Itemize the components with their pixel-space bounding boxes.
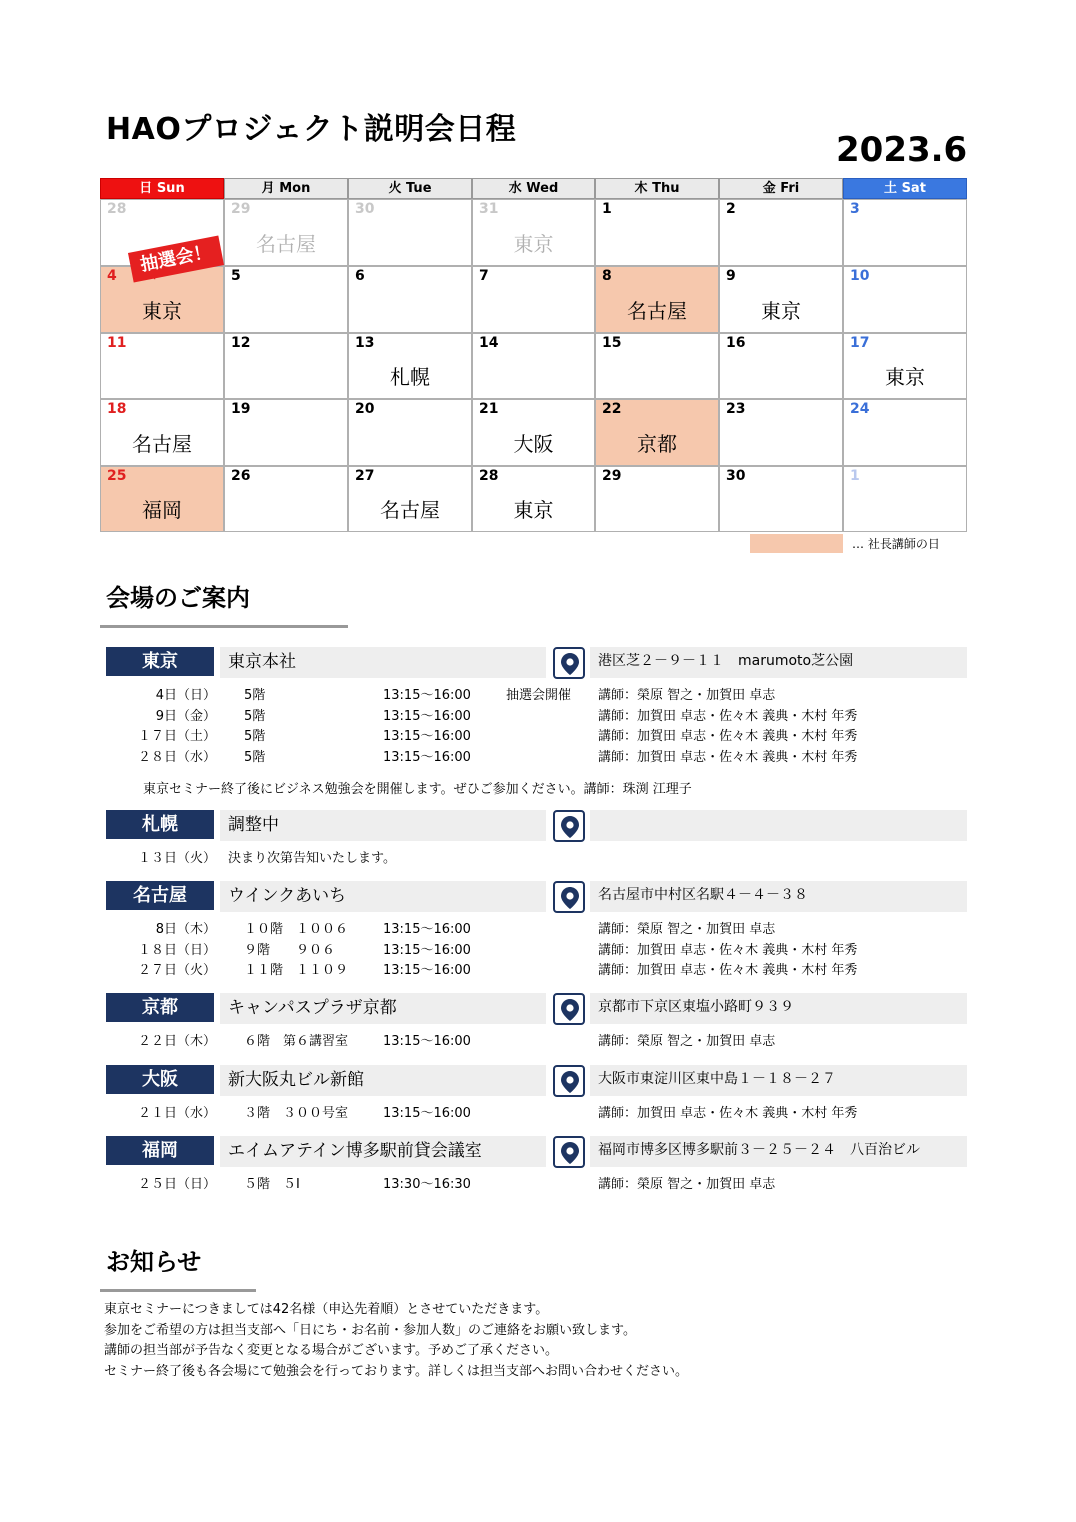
day-number: 7 — [479, 268, 489, 284]
venue-header — [106, 1136, 967, 1167]
day-city: 東京 — [142, 299, 182, 323]
venue-name: キャンパスプラザ京都 — [220, 993, 546, 1024]
day-number: 29 — [602, 468, 622, 484]
session-floor: 5階 — [244, 688, 266, 703]
session-lecturer: 講師：加賀田 卓志・佐々木 義典・木村 年秀 — [598, 963, 858, 978]
day-number: 14 — [479, 335, 499, 351]
session-date: ２１日（水） — [137, 1106, 216, 1121]
session-time: 13:15～16:00 — [383, 942, 471, 958]
session-time: 13:15～16:00 — [383, 749, 471, 765]
session-date: ２８日（水） — [137, 749, 216, 765]
session-floor: ６階 第６講習室 — [244, 1034, 349, 1049]
session-date: ２２日（木） — [137, 1034, 216, 1049]
venue-city: 福岡 — [106, 1136, 214, 1165]
calendar-day-cell — [472, 333, 595, 399]
day-number: 17 — [850, 335, 870, 351]
venue-header — [106, 1065, 967, 1096]
session-date: ２５日（日） — [137, 1177, 216, 1192]
venue-city: 名古屋 — [106, 881, 214, 910]
calendar-day-cell — [595, 266, 719, 333]
day-number: 20 — [355, 401, 375, 417]
weekday-header: 金 Fri — [719, 178, 843, 199]
day-number: 5 — [231, 268, 241, 284]
session-row — [0, 849, 1076, 869]
notice-item: セミナー終了後も各会場にて勉強会を行っております。詳しくは担当支部へお問い合わせください。 — [104, 1363, 688, 1379]
calendar-day-cell — [595, 199, 719, 266]
day-number: 30 — [726, 468, 746, 484]
page-title: HAOプロジェクト説明会日程 — [106, 112, 517, 147]
map-pin-icon — [553, 810, 585, 842]
session-lecturer: 講師：加賀田 卓志・佐々木 義典・木村 年秀 — [598, 729, 858, 744]
day-city: 名古屋 — [380, 498, 440, 522]
day-city: 東京 — [513, 232, 554, 256]
day-city: 東京 — [885, 365, 925, 389]
calendar-day-cell — [843, 399, 967, 466]
day-number: 1 — [850, 468, 860, 484]
session-time: 13:30～16:30 — [383, 1177, 471, 1192]
calendar-day-cell — [100, 399, 224, 466]
calendar-day-cell — [843, 333, 967, 399]
calendar-day-cell — [224, 266, 348, 333]
calendar-day-cell — [348, 333, 472, 399]
session-time: 13:15～16:00 — [383, 688, 471, 703]
session-row — [0, 727, 1076, 747]
day-number: 25 — [107, 468, 127, 484]
venue-name: エイムアテイン博多駅前貸会議室 — [220, 1136, 546, 1167]
venue-address: 港区芝２－９－１１ marumoto芝公園 — [590, 647, 967, 678]
calendar-day-cell — [843, 466, 967, 532]
venue-city: 札幌 — [106, 810, 214, 839]
session-lecturer: 講師：加賀田 卓志・佐々木 義典・木村 年秀 — [598, 708, 858, 724]
calendar-day-cell — [348, 399, 472, 466]
calendar-day-cell — [843, 266, 967, 333]
day-city: 名古屋 — [627, 299, 687, 323]
day-number: 16 — [726, 335, 746, 351]
day-number: 9 — [726, 268, 736, 284]
day-number: 28 — [479, 468, 499, 484]
venue-address: 名古屋市中村区名駅４－４－３８ — [590, 881, 967, 912]
session-time: 13:15～16:00 — [383, 963, 471, 978]
session-lecturer: 講師：加賀田 卓志・佐々木 義典・木村 年秀 — [598, 1106, 858, 1121]
calendar-day-cell — [595, 333, 719, 399]
day-city: 京都 — [637, 432, 677, 456]
venues-heading-underline — [100, 625, 348, 628]
day-number: 29 — [231, 201, 251, 217]
venue-name: 新大阪丸ビル新館 — [220, 1065, 546, 1096]
calendar-day-cell — [719, 466, 843, 532]
calendar-day-cell — [595, 399, 719, 466]
session-lecturer: 講師：榮原 智之・加賀田 卓志 — [598, 1177, 776, 1192]
session-time: 13:15～16:00 — [383, 1034, 471, 1049]
session-time: 13:15～16:00 — [383, 1106, 471, 1121]
calendar-day-cell — [719, 266, 843, 333]
day-number: 10 — [850, 268, 870, 284]
session-date: 4日（日） — [155, 688, 216, 703]
day-number: 15 — [602, 335, 622, 351]
venue-city: 京都 — [106, 993, 214, 1022]
session-lecturer: 講師：榮原 智之・加賀田 卓志 — [598, 1034, 776, 1049]
calendar-day-cell — [224, 466, 348, 532]
session-note: 抽選会開催 — [506, 688, 572, 703]
session-row — [0, 1104, 1076, 1124]
weekday-header: 日 Sun — [100, 178, 224, 199]
venue-extra-note: 東京セミナー終了後にビジネス勉強会を開催します。ぜひご参加ください。講師：珠渕 江理子 — [143, 782, 692, 797]
calendar-day-cell — [224, 199, 348, 266]
notice-item: 講師の担当部が予告なく変更となる場合がございます。予めご了承ください。 — [104, 1343, 558, 1358]
venue-city: 大阪 — [106, 1065, 214, 1094]
calendar-day-cell — [719, 399, 843, 466]
calendar-day-cell — [224, 399, 348, 466]
venue-city: 東京 — [106, 647, 214, 676]
session-row — [0, 920, 1076, 940]
map-pin-icon — [553, 993, 585, 1025]
session-date: 8日（木） — [155, 922, 216, 937]
session-floor: １１階 １１０９ — [244, 963, 349, 978]
session-row — [0, 1175, 1076, 1195]
calendar-day-cell — [472, 266, 595, 333]
calendar-day-cell — [472, 466, 595, 532]
notice-item: 参加をご希望の方は担当支部へ「日にち・お名前・参加人数」のご連絡をお願い致します。 — [104, 1322, 636, 1338]
venue-address: 大阪市東淀川区東中島１－１８－２７ — [590, 1065, 967, 1096]
session-date: ２７日（火） — [137, 963, 216, 978]
calendar — [100, 178, 967, 532]
day-number: 1 — [602, 201, 612, 217]
day-city: 東京 — [761, 299, 801, 323]
day-city: 大阪 — [513, 432, 554, 456]
weekday-header: 木 Thu — [595, 178, 719, 199]
day-city: 名古屋 — [132, 432, 192, 456]
month-label: 2023.6 — [836, 130, 968, 170]
session-row — [0, 686, 1076, 706]
day-number: 28 — [107, 201, 127, 217]
venue-header — [106, 993, 967, 1024]
session-floor: 5階 — [244, 708, 266, 724]
weekday-header: 月 Mon — [224, 178, 348, 199]
calendar-day-cell — [100, 333, 224, 399]
day-city: 福岡 — [142, 498, 182, 522]
calendar-day-cell — [843, 199, 967, 266]
calendar-day-cell — [224, 333, 348, 399]
day-city: 札幌 — [390, 365, 430, 389]
day-number: 30 — [355, 201, 375, 217]
calendar-day-cell — [472, 399, 595, 466]
session-date: １８日（日） — [137, 942, 216, 958]
notice-heading-underline — [100, 1289, 256, 1292]
day-number: 27 — [355, 468, 375, 484]
session-floor: 決まり次第告知いたします。 — [228, 851, 396, 866]
session-floor: 5階 — [244, 729, 266, 744]
day-number: 26 — [231, 468, 251, 484]
venue-name: 調整中 — [220, 810, 546, 841]
session-row — [0, 707, 1076, 727]
session-row — [0, 961, 1076, 981]
session-time: 13:15～16:00 — [383, 708, 471, 724]
notice-item: 東京セミナーにつきましては42名様（申込先着順）とさせていただきます。 — [104, 1302, 549, 1317]
legend-label: … 社長講師の日 — [852, 537, 940, 551]
venue-name: 東京本社 — [220, 647, 546, 678]
day-number: 8 — [602, 268, 612, 284]
weekday-header: 土 Sat — [843, 178, 967, 199]
session-floor: ５階 ５I — [244, 1177, 300, 1192]
day-number: 2 — [726, 201, 736, 217]
calendar-day-cell — [719, 333, 843, 399]
venues-heading: 会場のご案内 — [106, 584, 250, 612]
calendar-day-cell — [472, 199, 595, 266]
venue-name: ウインクあいち — [220, 881, 546, 912]
weekday-header: 水 Wed — [472, 178, 595, 199]
venue-address — [590, 810, 967, 841]
day-number: 4 — [107, 268, 117, 284]
venue-header — [106, 647, 967, 678]
lottery-badge: 抽選会！ — [128, 235, 224, 282]
day-number: 6 — [355, 268, 365, 284]
calendar-day-cell — [100, 466, 224, 532]
session-lecturer: 講師：加賀田 卓志・佐々木 義典・木村 年秀 — [598, 942, 858, 958]
session-time: 13:15～16:00 — [383, 922, 471, 937]
session-floor: ９階 ９０６ — [244, 942, 336, 958]
session-floor: ３階 ３００号室 — [244, 1106, 349, 1121]
session-row — [0, 941, 1076, 961]
day-number: 11 — [107, 335, 127, 351]
map-pin-icon — [553, 1136, 585, 1168]
venue-address: 京都市下京区東塩小路町９３９ — [590, 993, 967, 1024]
session-date: 9日（金） — [155, 708, 216, 724]
venue-address: 福岡市博多区博多駅前３－２５－２４ 八百治ビル — [590, 1136, 967, 1167]
day-number: 19 — [231, 401, 251, 417]
day-city: 名古屋 — [256, 232, 316, 256]
day-number: 13 — [355, 335, 375, 351]
venue-header — [106, 810, 967, 841]
session-time: 13:15～16:00 — [383, 729, 471, 744]
map-pin-icon — [553, 1065, 585, 1097]
session-lecturer: 講師：榮原 智之・加賀田 卓志 — [598, 922, 776, 937]
session-floor: １０階 １００６ — [244, 922, 349, 937]
notice-list — [104, 1300, 688, 1382]
day-city: 東京 — [513, 498, 554, 522]
day-number: 23 — [726, 401, 746, 417]
venue-header — [106, 881, 967, 912]
calendar-day-cell — [719, 199, 843, 266]
day-number: 31 — [479, 201, 499, 217]
notice-heading: お知らせ — [106, 1248, 202, 1276]
session-row — [0, 1032, 1076, 1052]
day-number: 22 — [602, 401, 622, 417]
calendar-day-cell — [348, 466, 472, 532]
day-number: 18 — [107, 401, 127, 417]
session-row — [0, 748, 1076, 768]
calendar-day-cell — [595, 466, 719, 532]
legend-swatch — [750, 534, 843, 553]
session-lecturer: 講師：加賀田 卓志・佐々木 義典・木村 年秀 — [598, 749, 858, 765]
calendar-day-cell — [348, 199, 472, 266]
map-pin-icon — [553, 881, 585, 913]
day-number: 24 — [850, 401, 870, 417]
session-date: １３日（火） — [137, 851, 216, 866]
session-lecturer: 講師：榮原 智之・加賀田 卓志 — [598, 688, 776, 703]
session-date: １７日（土） — [137, 729, 216, 744]
day-number: 3 — [850, 201, 860, 217]
day-number: 12 — [231, 335, 251, 351]
calendar-day-cell — [348, 266, 472, 333]
weekday-header: 火 Tue — [348, 178, 472, 199]
session-floor: 5階 — [244, 749, 266, 765]
day-number: 21 — [479, 401, 499, 417]
map-pin-icon — [553, 647, 585, 679]
